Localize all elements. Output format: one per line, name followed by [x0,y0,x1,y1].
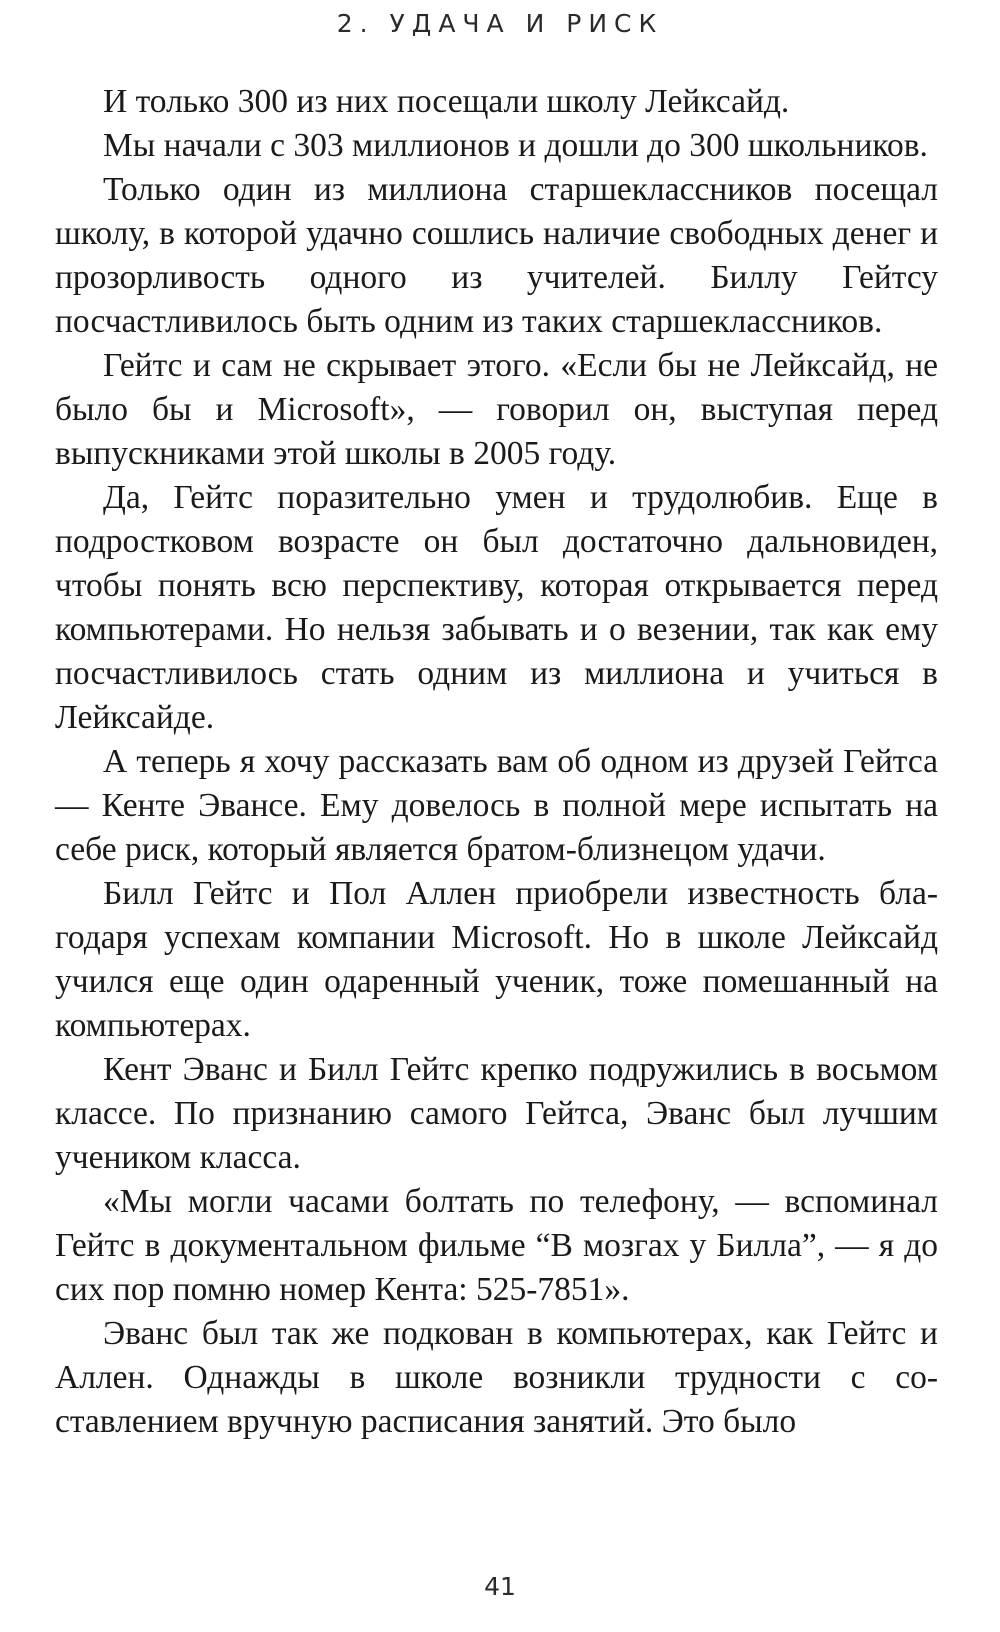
page-number: 41 [484,1572,516,1601]
running-header: 2. УДАЧА И РИСК [336,9,664,38]
paragraph: Гейтс и сам не скрывает этого. «Если бы не Лейксайд, не было бы и Microsoft», — говорил он, выступая перед выпускниками этой школы в 2005 году. [55,347,938,472]
paragraph: «Мы могли часами болтать по телефону, — вспоминал Гейтс в документальном фильме “В мозгах у Билла”, — я до сих пор помню номер Кента: 525-7851». [55,1183,938,1308]
paragraph: Только один из миллиона старшеклассников посещал школу, в которой удачно сошлись наличие свободных денег и прозорливость одного из учителей. Биллу Гейтсу посчастливилось быть одним из таких старшеклассников. [55,171,938,340]
body-text [55,80,938,1444]
paragraph: Мы начали с 303 миллионов и дошли до 300 школьников. [103,127,928,164]
paragraph: Да, Гейтс поразительно умен и трудолюбив. Еще в подростковом возрасте он был достаточно дальновиден, чтобы понять всю перспективу, которая открывается перед компьютерами. Но нельзя забывать и о везении, так как ему посчастливилось стать одним из миллиона и учиться в Лейксайде. [55,479,938,736]
paragraph: Эванс был так же подкован в компьютерах, как Гейтс и Аллен. Однажды в школе возникли трудности с составлением вручную расписания занятий. Это было [55,1315,938,1440]
paragraph: И только 300 из них посещали школу Лейксайд. [103,83,790,120]
paragraph: Кент Эванс и Билл Гейтс крепко подружились в восьмом классе. По признанию самого Гейтса, Эванс был лучшим учеником класса. [55,1051,938,1176]
paragraph: А теперь я хочу рассказать вам об одном из друзей Гейтса — Кенте Эвансе. Ему довелось в полной мере испытать на себе риск, который является братом-близнецом удачи. [55,743,938,868]
paragraph: Билл Гейтс и Пол Аллен приобрели известность благодаря успехам компании Microsoft. Но в школе Лейксайд учился еще один одаренный ученик, тоже помешанный на компьютерах. [55,875,938,1044]
